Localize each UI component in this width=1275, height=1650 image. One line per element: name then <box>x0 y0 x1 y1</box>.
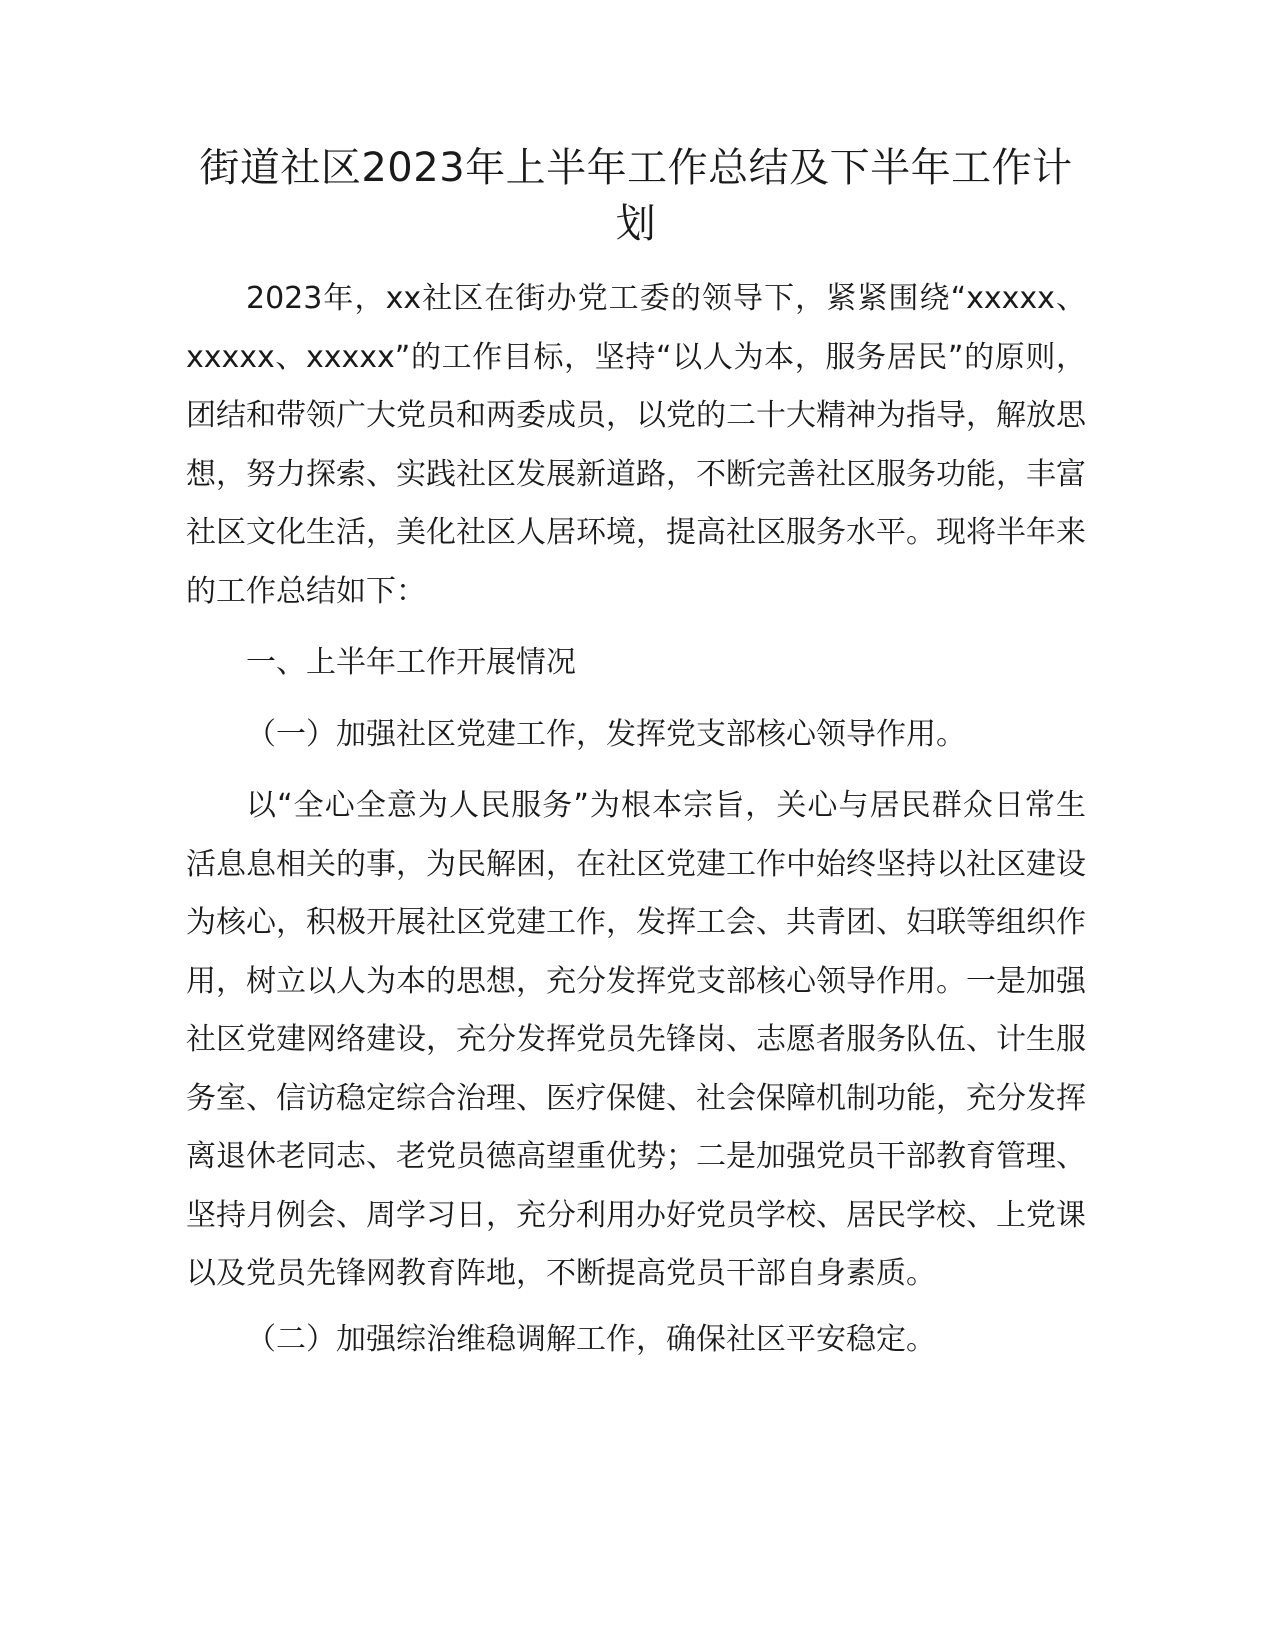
section-heading-first-half: 一、上半年工作开展情况 <box>246 645 576 680</box>
party-building-paragraph: 以“全心全意为人民服务”为根本宗旨，关心与居民群众日常生活息息相关的事，为民解困，在社区党建工作中始终坚持以社区建设为核心，积极开展社区党建工作，发挥工会、共青团、妇联等组织作用，树立以人为本的思想，充分发挥党支部核心领导作用。一是加强社区党建网络建设，充分发挥党员先锋岗、志愿者服务队伍、计生服务室、信访稳定综合治理、医疗保健、社会保障机制功能，充分发挥离退休老同志、老党员德高望重优势；二是加强党员干部教育管理、坚持月例会、周学习日，充分利用办好党员学校、居民学校、上党课以及党员先锋网教育阵地，不断提高党员干部自身素质。 <box>186 788 1086 1291</box>
subsection-heading-stability: （二）加强综治维稳调解工作，确保社区平安稳定。 <box>246 1321 936 1357</box>
subsection-heading-party-building: （一）加强社区党建工作，发挥党支部核心领导作用。 <box>246 717 966 752</box>
intro-paragraph: 2023年，xx社区在街办党工委的领导下，紧紧围绕“xxxxx、xxxxx、xxxxx”的工作目标，坚持“以人为本，服务居民”的原则，团结和带领广大党员和两委成员，以党的二十大精神为指导，解放思想，努力探索、实践社区发展新道路，不断完善社区服务功能，丰富社区文化生活，美化社区人居环境，提高社区服务水平。现将半年来的工作总结如下： <box>186 281 1086 609</box>
document-body <box>186 140 1086 1376</box>
document-title: 街道社区2023年上半年工作总结及下半年工作计划 <box>199 145 1073 247</box>
